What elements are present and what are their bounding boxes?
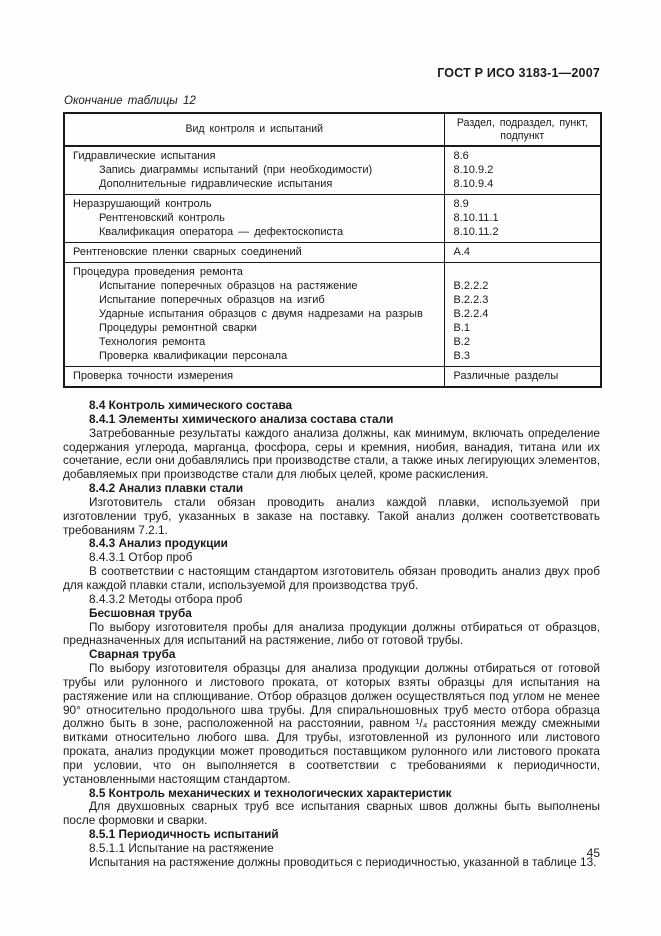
body-paragraph: По выбору изготовителя образцы для анализа продукции должны отбираться от готовой трубы или рулонного и листового проката, от которых взяты образцы для испытания на растяжение или на сплющивание. Отбор образцов должен осуществляться под углом не менее 90° относительно продольного шва трубы. Для спиральношовных труб место отбора образца должно быть в зоне, расположенной на расстоянии, равном ¹/₄ расстояния между смежными витками относительно любого шва. Для трубы, изготовленной из рулонного или листового проката, анализ продукции может проводиться поставщиком рулонного или листового проката при условии, что он выполняется в соответствии с требованиями к периодичности, установленными настоящим стандартом.	[63, 661, 600, 786]
control-type-text: Запись диаграммы испытаний (при необходимости)	[99, 164, 373, 176]
body-paragraph: 8.4.3.2 Методы отбора проб	[89, 591, 243, 606]
section-heading: Сварная труба	[89, 647, 176, 662]
control-type-cell	[64, 263, 444, 367]
section-heading: Бесшовная труба	[89, 605, 192, 620]
section-ref-text: В.2.2.4	[453, 308, 489, 320]
body-paragraph: В соответствии с настоящим стандартом изготовитель обязан проводить анализ двух проб для каждой плавки стали, используемой для производства труб.	[63, 564, 600, 592]
body-paragraph: По выбору изготовителя пробы для анализа продукции должны отбираться от образцов, предназначенных для испытаний на растяжение, либо от готовой трубы.	[63, 619, 600, 648]
control-type-cell	[64, 243, 444, 263]
control-type-text: Ударные испытания образцов с двумя надрезами на разрыв	[99, 308, 423, 320]
body-paragraph: 8.4.3.1 Отбор проб	[89, 550, 193, 565]
control-type-text: Проверка точности измерения	[73, 370, 234, 382]
control-type-text: Испытание поперечных образцов на растяжение	[99, 280, 358, 292]
table-row	[64, 367, 601, 388]
control-type-text: Рентгеновские пленки сварных соединений	[73, 246, 302, 258]
body-text	[63, 399, 600, 870]
control-type-text: Процедуры ремонтной сварки	[99, 322, 257, 334]
control-type-cell	[64, 367, 444, 388]
table-row	[64, 263, 601, 367]
section-ref-cell	[444, 195, 601, 243]
table-header	[64, 113, 601, 146]
section-heading: 8.4 Контроль химического состава	[89, 398, 293, 412]
section-ref-text: 8.10.9.2	[453, 164, 494, 176]
control-type-text: Проверка квалификации персонала	[99, 350, 288, 362]
section-ref-text: Различные разделы	[453, 370, 559, 382]
section-ref-text: А.4	[453, 246, 471, 258]
control-type-text: Процедура проведения ремонта	[73, 266, 243, 278]
section-ref-text: В.1	[453, 322, 471, 334]
section-ref-cell	[444, 263, 601, 367]
section-ref-text: В.2.2.2	[453, 280, 489, 292]
table-row	[64, 146, 601, 195]
standard-code-header: ГОСТ Р ИСО 3183-1—2007	[437, 66, 600, 80]
section-ref-cell	[444, 243, 601, 263]
section-ref-text: В.2.2.3	[453, 294, 489, 306]
control-type-text: Гидравлические испытания	[73, 150, 216, 162]
control-type-text: Рентгеновский контроль	[99, 212, 225, 224]
section-ref-text	[445, 265, 601, 279]
table-caption: Окончание таблицы 12	[64, 95, 196, 107]
section-heading: 8.4.3 Анализ продукции	[89, 536, 228, 551]
control-type-cell	[64, 146, 444, 195]
section-ref-text: 8.10.11.2	[453, 226, 499, 238]
section-heading: 8.5.1 Периодичность испытаний	[89, 827, 279, 842]
table-row	[64, 195, 601, 243]
body-paragraph: 8.5.1.1 Испытание на растяжение	[89, 841, 274, 855]
section-ref-text: 8.10.11.1	[453, 212, 499, 224]
control-type-text: Неразрушающий контроль	[73, 198, 212, 210]
section-ref-text: 8.6	[453, 150, 469, 162]
control-type-text: Дополнительные гидравлические испытания	[99, 178, 333, 190]
section-ref-text: 8.9	[453, 198, 469, 210]
inspection-table	[63, 112, 602, 388]
section-ref-cell	[444, 146, 601, 195]
section-ref-cell	[444, 367, 601, 388]
control-type-text: Квалификация оператора — дефектоскописта	[99, 226, 344, 238]
table-header-row	[64, 113, 601, 146]
table-body	[64, 146, 601, 387]
body-paragraph: Затребованные результаты каждого анализа должны, как минимум, включать определение содержания углерода, марганца, фосфора, серы и кремния, ниобия, ванадия, титана или их сочетание, если они добавлялись при производстве стали, а также иных легирующих элементов, добавляемых при производстве стали для любых целей, кроме раскисления.	[63, 425, 600, 482]
table-row	[64, 243, 601, 263]
section-ref-text: В.3	[453, 350, 471, 362]
section-ref-text: 8.10.9.4	[453, 178, 494, 190]
column-header-section-ref: Раздел, подраздел, пункт, подпункт	[444, 113, 601, 146]
section-heading: 8.4.2 Анализ плавки стали	[89, 481, 244, 496]
control-type-cell	[64, 195, 444, 243]
page-number: 45	[586, 846, 600, 860]
body-paragraph: Изготовитель стали обязан проводить анализ каждой плавки, используемой при изготовлении труб, указанных в заказе на поставку. Такой анализ должен соответствовать требованиям 7.2.1.	[63, 494, 600, 537]
column-header-control-type: Вид контроля и испытаний	[64, 113, 444, 146]
section-heading: 8.4.1 Элементы химического анализа состава стали	[89, 411, 394, 426]
control-type-text: Технология ремонта	[99, 336, 206, 348]
control-type-text: Испытание поперечных образцов на изгиб	[99, 294, 325, 306]
section-heading: 8.5 Контроль механических и технологических характеристик	[89, 785, 452, 800]
body-paragraph: Испытания на растяжение должны проводиться с периодичностью, указанной в таблице 13.	[89, 854, 597, 869]
body-paragraph: Для двухшовных сварных труб все испытания сварных швов должны быть выполнены после формовки и сварки.	[63, 799, 600, 828]
section-ref-text: В.2	[453, 336, 471, 348]
